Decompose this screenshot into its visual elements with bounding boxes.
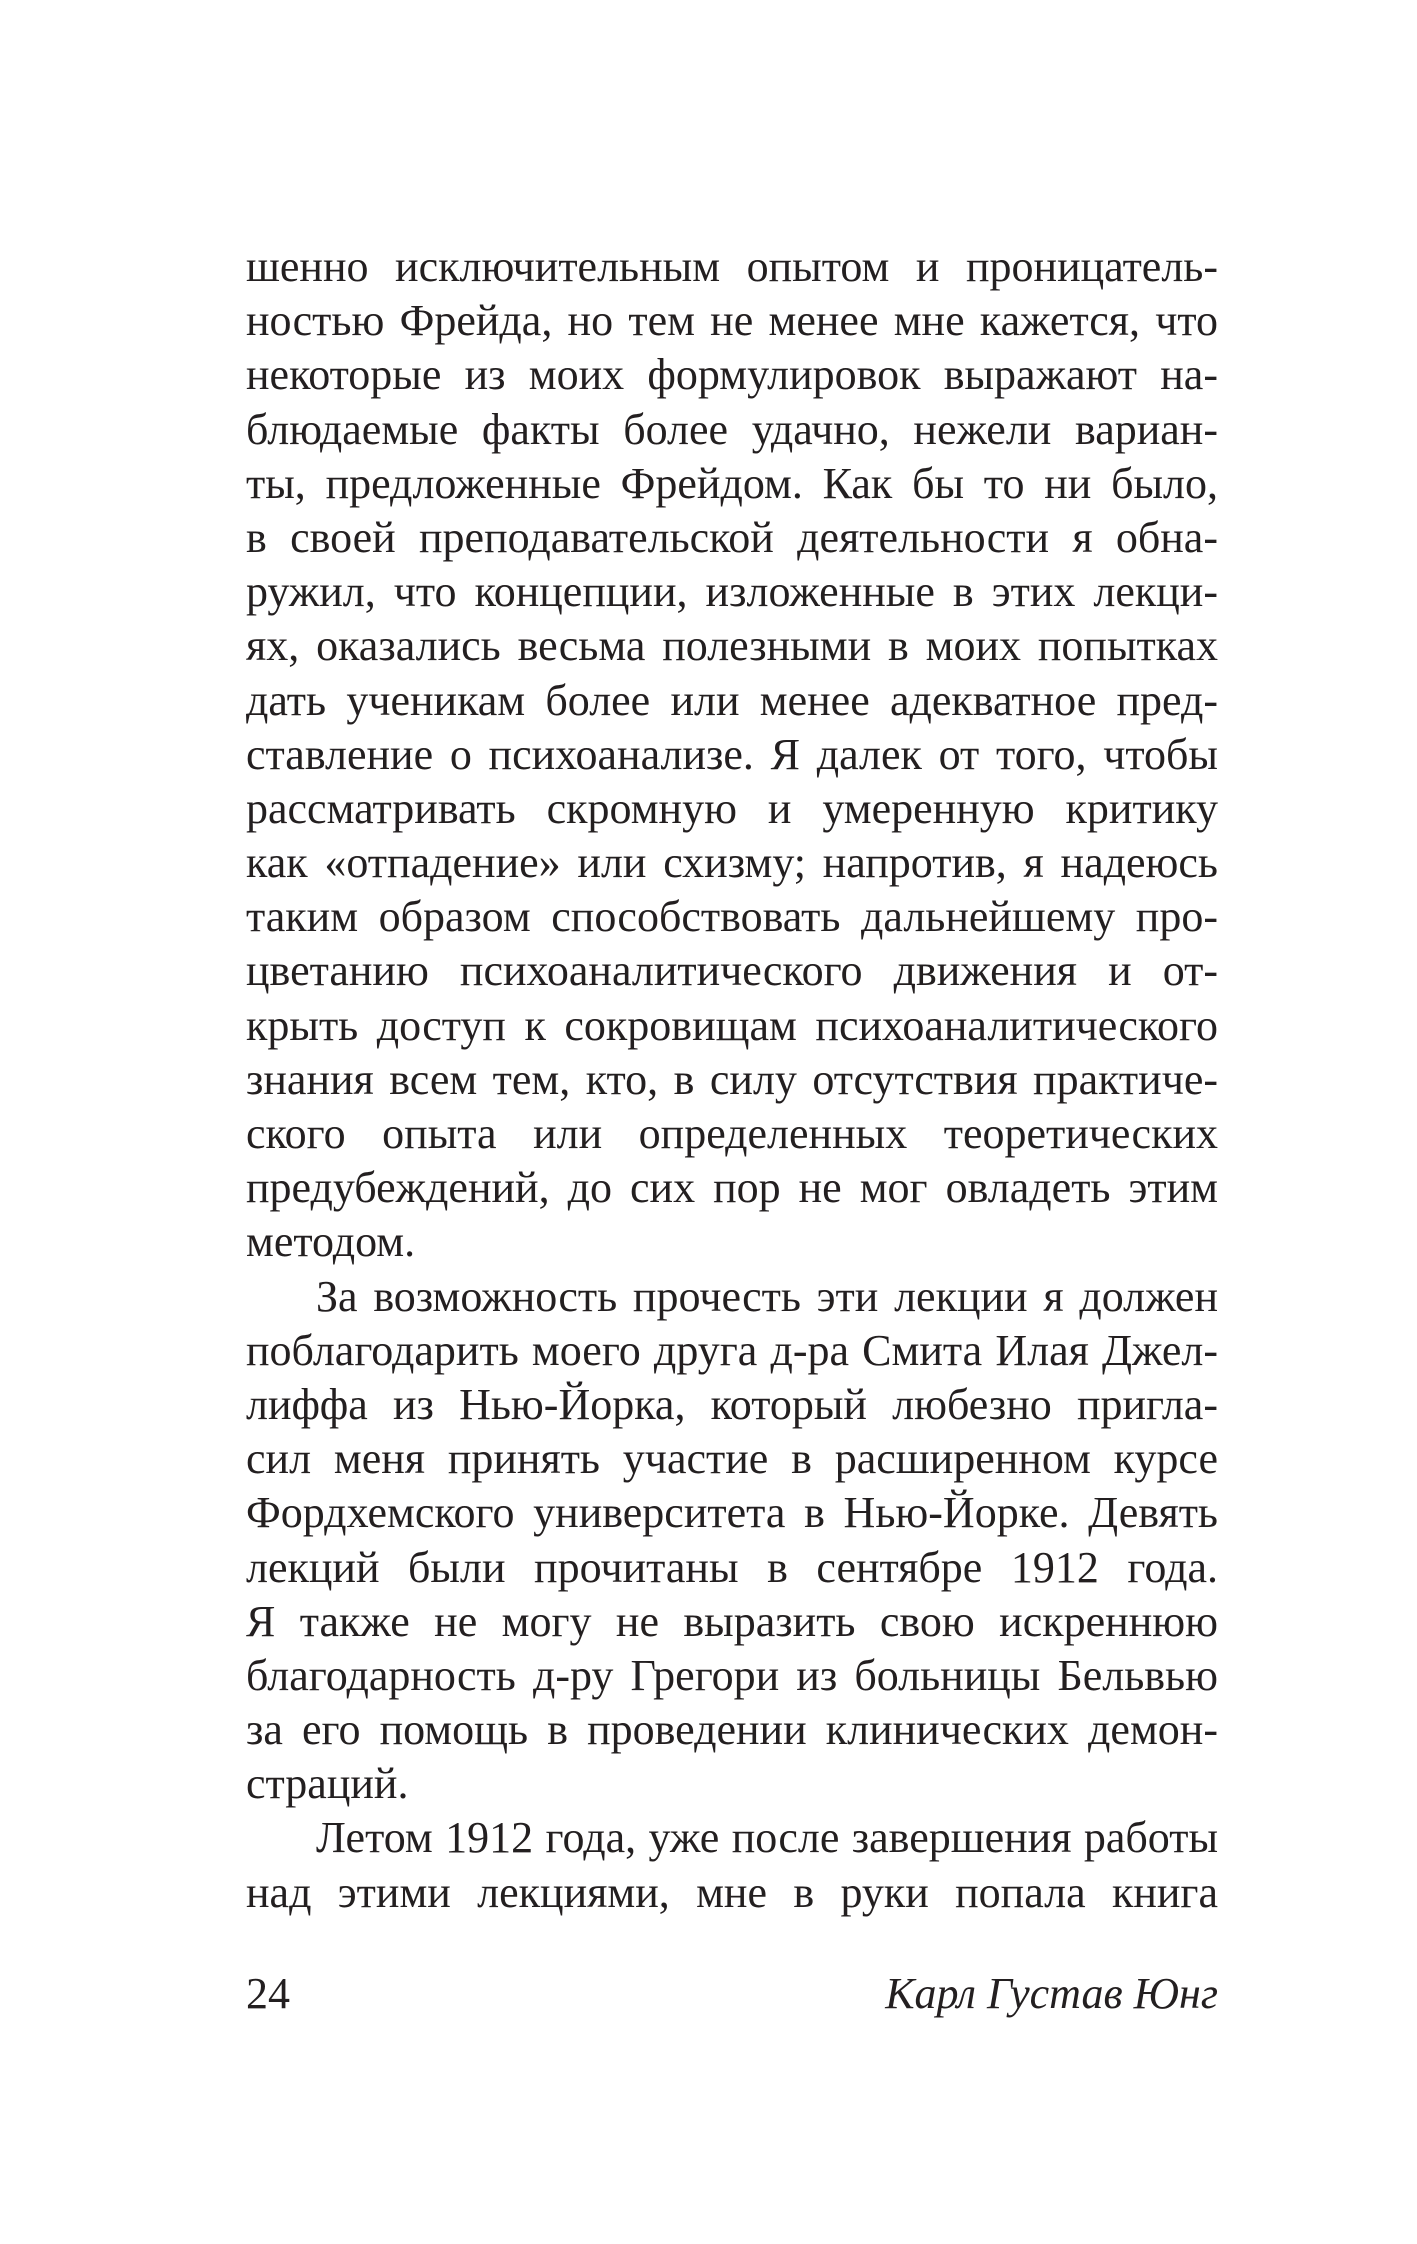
body-text — [246, 240, 1218, 1920]
text-line: лиффа из Нью-Йорка, который любезно пригла- — [246, 1379, 1218, 1429]
text-line: рассматривать скромную и умеренную критику — [246, 783, 1218, 833]
text-line: крыть доступ к сокровищам психоаналитического — [246, 1000, 1218, 1050]
text-line: ского опыта или определенных теоретических — [246, 1109, 1218, 1158]
text-line: ностью Фрейда, но тем не менее мне кажется, что — [246, 296, 1218, 346]
text-line: Я также не могу не выразить свою искреннюю — [246, 1596, 1218, 1646]
text-line: предубеждений, до сих пор не мог овладеть этим — [246, 1163, 1218, 1213]
text-line: Летом 1912 года, уже после завершения работы — [316, 1813, 1218, 1863]
text-line: дать ученикам более или менее адекватное пред- — [246, 675, 1218, 725]
text-line: ружил, что концепции, изложенные в этих лекци- — [246, 567, 1218, 617]
text-line: как «отпадение» или схизму; напротив, я надеюсь — [246, 838, 1218, 888]
text-line: За возможность прочесть эти лекции я должен — [316, 1271, 1218, 1321]
text-line: некоторые из моих формулировок выражают на- — [246, 350, 1218, 400]
text-line: знания всем тем, кто, в силу отсутствия практиче- — [246, 1054, 1218, 1104]
text-line: страций. — [246, 1759, 409, 1809]
page-number: 24 — [246, 1969, 290, 2018]
text-line: Фордхемского университета в Нью-Йорке. Девять — [246, 1488, 1218, 1538]
text-line: лекций были прочитаны в сентябре 1912 года. — [246, 1542, 1218, 1592]
running-author: Карл Густав Юнг — [885, 1969, 1218, 2018]
text-line: таким образом способствовать дальнейшему про- — [246, 892, 1218, 942]
text-line: ставление о психоанализе. Я далек от того, чтобы — [246, 729, 1218, 779]
text-line: методом. — [246, 1217, 416, 1267]
text-line: над этими лекциями, мне в руки попала книга — [246, 1867, 1218, 1917]
text-line: поблагодарить моего друга д-ра Смита Илая Джел- — [246, 1325, 1218, 1375]
text-line: цветанию психоаналитического движения и от- — [246, 946, 1218, 996]
text-line: ты, предложенные Фрейдом. Как бы то ни было, — [246, 458, 1218, 508]
text-line: в своей преподавательской деятельности я обна- — [246, 512, 1218, 562]
text-line: ях, оказались весьма полезными в моих попытках — [246, 621, 1218, 671]
text-line: сил меня принять участие в расширенном курсе — [246, 1434, 1218, 1484]
page-footer — [246, 1964, 1218, 2024]
text-line: блюдаемые факты более удачно, нежели вариан- — [246, 404, 1218, 454]
text-line: шенно исключительным опытом и проницатель- — [246, 242, 1218, 291]
text-line: благодарность д-ру Грегори из больницы Бельвью — [246, 1650, 1218, 1700]
text-line: за его помощь в проведении клинических демон- — [246, 1705, 1218, 1755]
